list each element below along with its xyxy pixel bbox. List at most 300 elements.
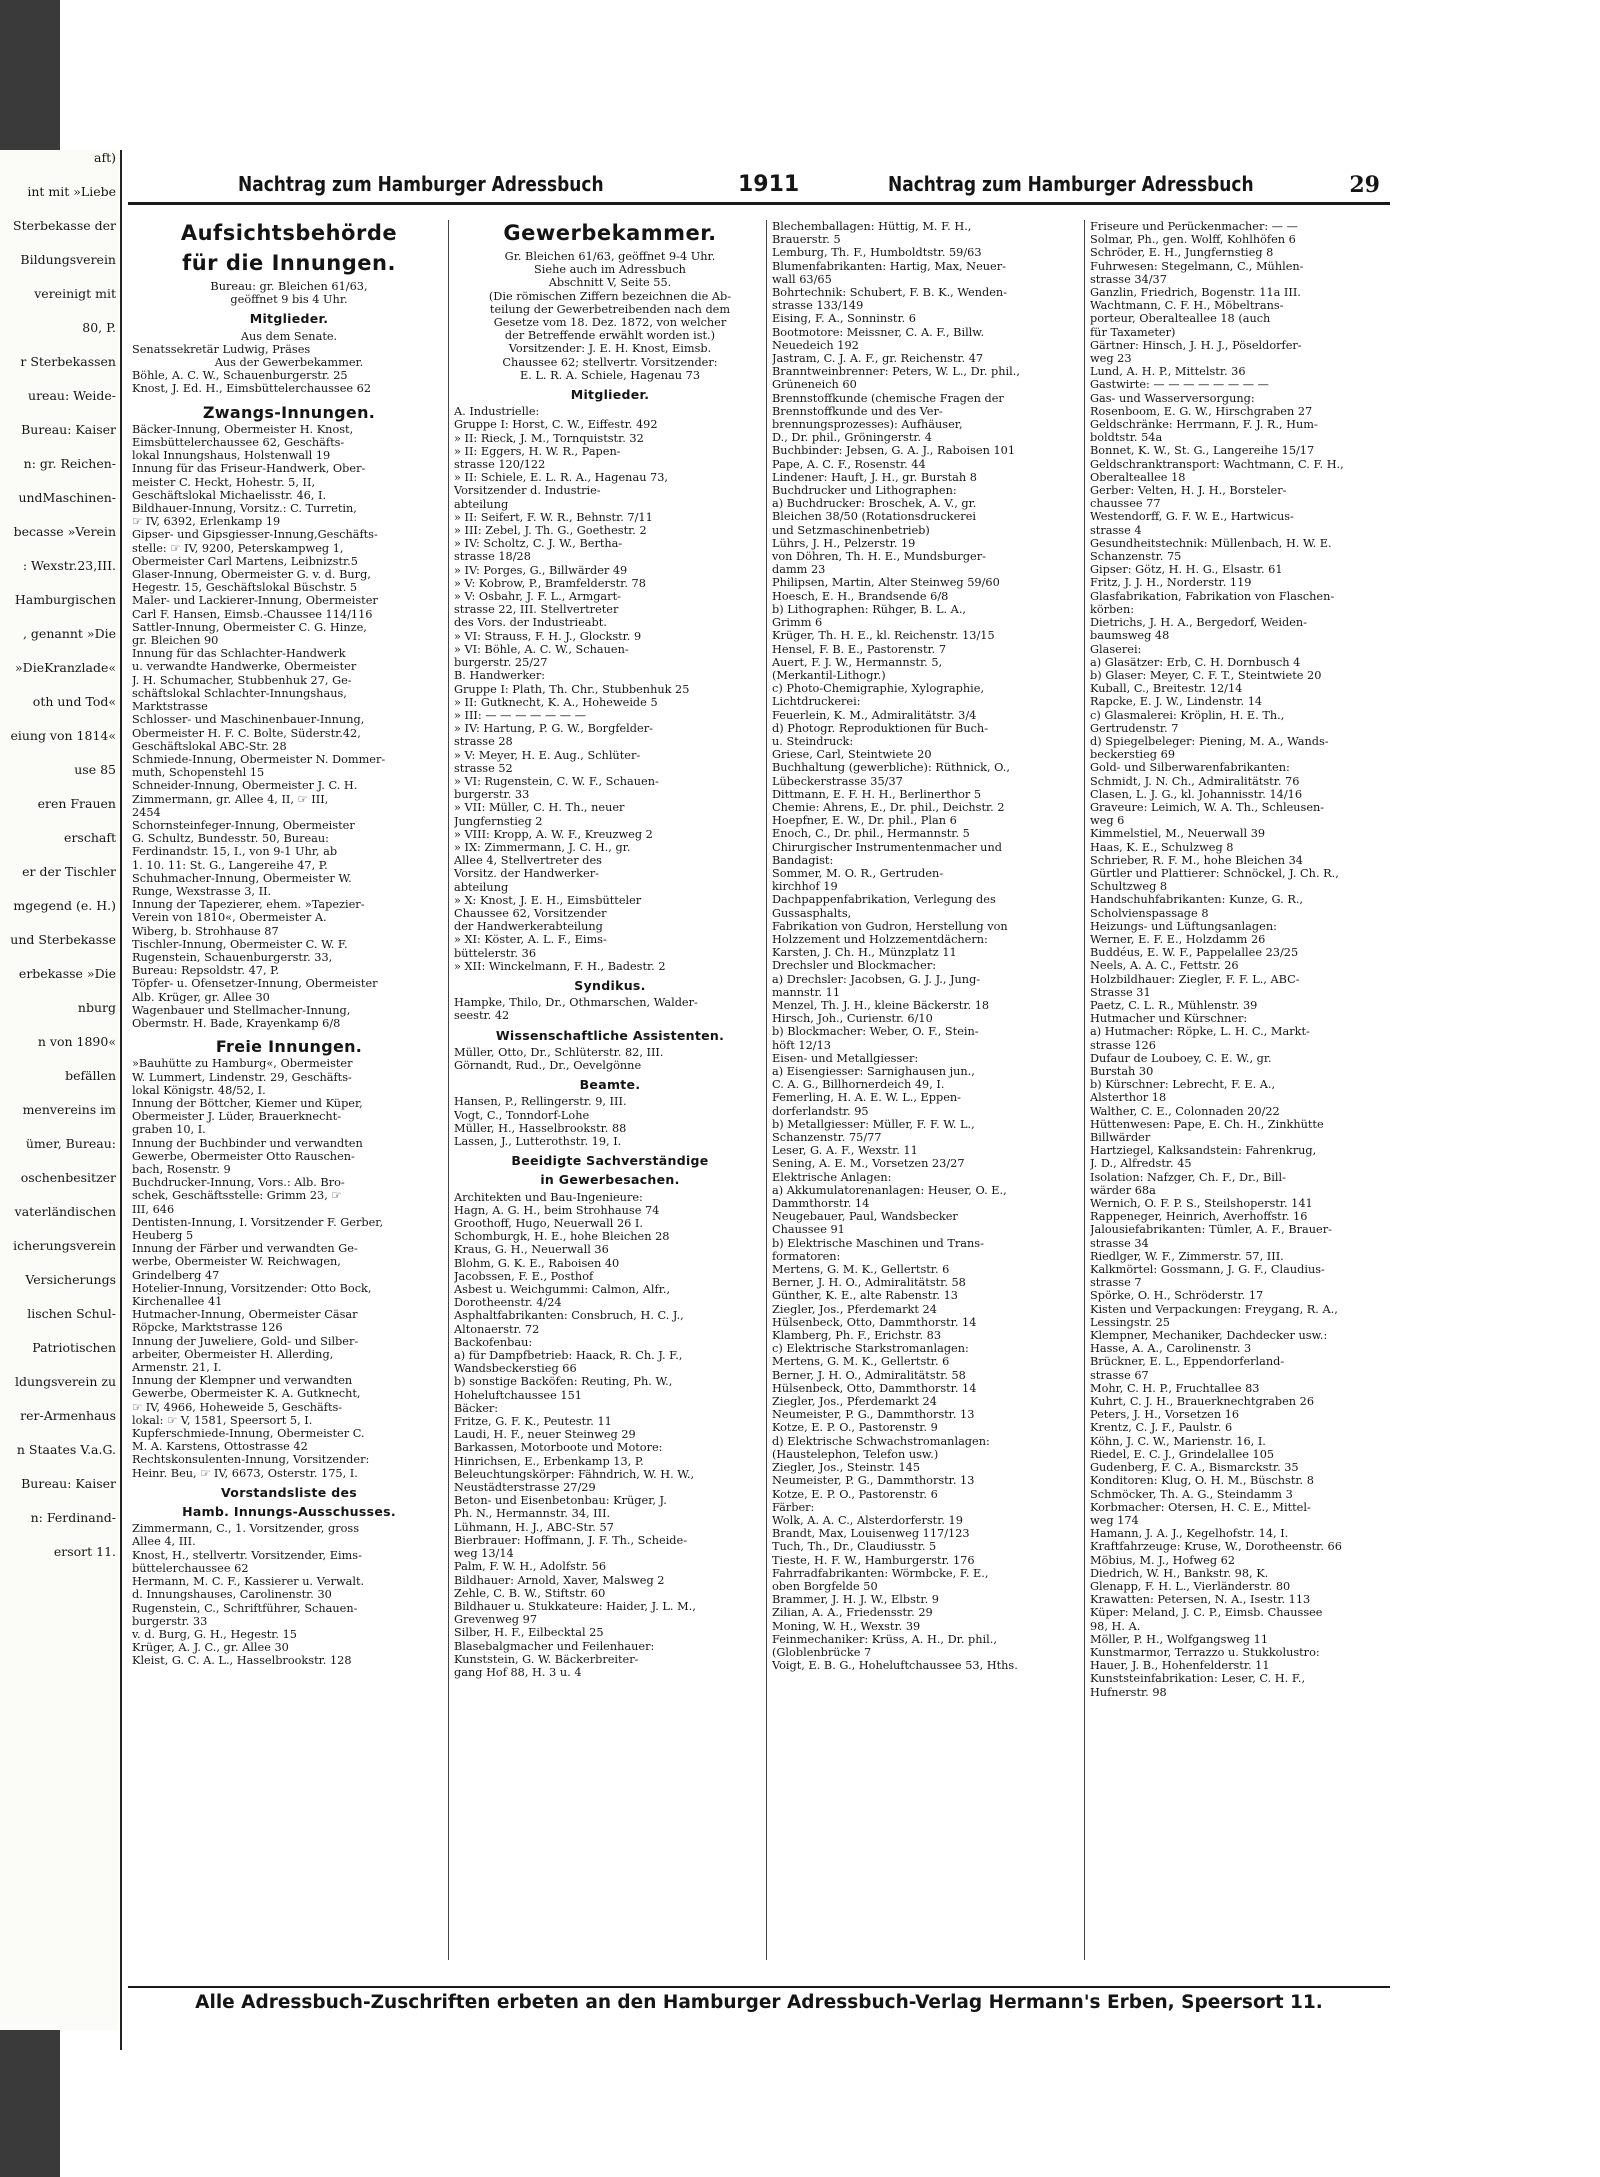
text-line: Bildhauer u. Stukkateure: Haider, J. L. M.,	[454, 1599, 696, 1613]
text-line: Hauer, J. B., Hohenfelderstr. 11	[1090, 1659, 1270, 1673]
text-line: Menzel, Th. J. H., kleine Bäckerstr. 18	[772, 998, 990, 1012]
text-line: b) Glaser: Meyer, C. F. T., Steintwiete 20	[1090, 668, 1322, 682]
text-line: Strasse 31	[1090, 985, 1151, 999]
text-line: Wagenbauer und Stellmacher-Innung,	[132, 1003, 351, 1017]
text-line: wärder 68a	[1090, 1183, 1156, 1197]
text-line: gr. Bleichen 90	[132, 634, 219, 648]
freie-heading: Freie Innungen.	[215, 1037, 363, 1057]
header-left-title: Nachtrag zum Hamburger Adressbuch	[238, 172, 604, 196]
column-4	[1084, 220, 1390, 1960]
text-line: Vogt, C., Tonndorf-Lohe	[454, 1108, 590, 1122]
text-line: Kimmelstiel, M., Neuerwall 39	[1090, 827, 1266, 841]
text-line: wall 63/65	[772, 272, 832, 286]
text-line: Kraftfahrzeuge: Kruse, W., Dorotheenstr. 66	[1090, 1540, 1342, 1554]
page-header	[128, 168, 1390, 205]
text-line: » II: Seifert, F. W. R., Behnstr. 7/11	[454, 510, 653, 524]
text-line: » V: Meyer, H. E. Aug., Schlüter-	[454, 748, 641, 762]
text-line: » III: Zebel, J. Th. G., Goethestr. 2	[454, 524, 647, 538]
strip-line: Hamburgischen	[14, 592, 116, 607]
text-line: Rosenboom, E. G. W., Hirschgraben 27	[1090, 404, 1313, 418]
text-line: Mertens, G. M. K., Gellertstr. 6	[772, 1263, 950, 1277]
text-line: » IV: Hartung, P. G. W., Borgfelder-	[454, 722, 653, 736]
text-line: für Taxameter)	[1090, 325, 1176, 339]
strip-line: aft)	[94, 150, 116, 165]
text-line: Ganzlin, Friedrich, Bogenstr. 11a III.	[1090, 286, 1301, 300]
text-line: ☞ IV, 4966, Hoheweide 5, Geschäfts-	[132, 1400, 343, 1414]
zwangs-list	[132, 423, 446, 1030]
text-line: Schuhmacher-Innung, Obermeister W.	[132, 871, 352, 885]
text-line: Dentisten-Innung, I. Vorsitzender F. Gerber,	[132, 1215, 384, 1229]
text-line: Brennstoffkunde (chemische Fragen der	[772, 391, 1004, 405]
text-line: Pape, A. C. F., Rosenstr. 44	[772, 457, 926, 471]
text-line: c) Photo-Chemigraphie, Xylographie,	[772, 682, 985, 696]
text-line: Hüttenwesen: Pape, E. Ch. H., Zinkhütte	[1090, 1117, 1324, 1131]
strip-line: »DieKranzlade«	[15, 660, 116, 675]
text-line: c) Elektrische Starkstromanlagen:	[772, 1342, 969, 1356]
strip-line: mgegend (e. H.)	[13, 898, 116, 913]
text-line: Grüneneich 60	[772, 378, 857, 392]
text-line: Auert, F. J. W., Hermannstr. 5,	[772, 655, 943, 669]
text-line: Geldschranktransport: Wachtmann, C. F. H.,	[1090, 457, 1344, 471]
text-line: Tuch, Th., Dr., Claudiusstr. 5	[772, 1540, 937, 1554]
text-line: 98, H. A.	[1090, 1619, 1141, 1633]
text-line: Kunstmarmor, Terrazzo u. Stukkolustro:	[1090, 1645, 1320, 1659]
text-line: lokal Innungshaus, Holstenwall 19	[132, 449, 331, 463]
text-line: Lühmann, H. J., ABC-Str. 57	[454, 1520, 614, 1534]
text-line: der Betreffende erwählt worden ist.)	[504, 329, 716, 343]
text-line: Femerling, H. A. E. W. L., Eppen-	[772, 1091, 962, 1105]
beamte-heading: Beamte.	[579, 1077, 641, 1093]
text-line: Küper: Meland, J. C. P., Eimsb. Chaussee	[1090, 1606, 1323, 1620]
text-line: u. verwandte Handwerke, Obermeister	[132, 660, 357, 674]
text-line: Beton- und Eisenbetonbau: Krüger, J.	[454, 1494, 667, 1508]
text-line: Alsterthor 18	[1090, 1091, 1167, 1105]
text-line: weg 6	[1090, 814, 1125, 828]
text-line: Müller, H., Hasselbrookstr. 88	[454, 1121, 627, 1135]
text-line: werbe, Obermeister W. Reichwagen,	[132, 1255, 341, 1269]
strip-line: eiung von 1814«	[10, 728, 116, 743]
text-line: Berner, J. H. O., Admiralitätstr. 58	[772, 1276, 966, 1290]
text-line: Chemie: Ahrens, E., Dr. phil., Deichstr. 2	[772, 800, 1005, 814]
text-line: » XI: Köster, A. L. F., Eims-	[454, 933, 607, 947]
text-line: Görnandt, Rud., Dr., Oevelgönne	[454, 1058, 642, 1072]
text-line: Buddéus, E. W. F., Pappelallee 23/25	[1090, 946, 1299, 960]
text-line: Vorsitzender d. Industrie-	[454, 484, 601, 498]
strip-line: eren Frauen	[37, 796, 116, 811]
text-line: Handschuhfabrikanten: Kunze, G. R.,	[1090, 893, 1304, 907]
text-line: Buchdrucker-Innung, Vors.: Alb. Bro-	[132, 1176, 345, 1190]
text-line: Elektrische Anlagen:	[772, 1170, 892, 1184]
text-line: Schmidt, J. N. Ch., Admiralitätstr. 76	[1090, 774, 1300, 788]
intro-text	[454, 250, 766, 382]
text-line: Heuberg 5	[132, 1229, 194, 1243]
text-line: burgerstr. 33	[132, 1614, 208, 1628]
text-line: Zimmermann, gr. Allee 4, II, ☞ III,	[132, 792, 329, 806]
text-line: Schomburgk, H. E., hohe Bleichen 28	[454, 1230, 670, 1244]
sachverstaendige-list	[454, 1191, 766, 1680]
text-line: Gruppe I: Horst, C. W., Eiffestr. 492	[454, 418, 658, 432]
text-line: Zimmermann, C., 1. Vorsitzender, gross	[132, 1522, 360, 1536]
text-line: Eimsbüttelerchaussee 62, Geschäfts-	[132, 436, 345, 450]
text-line: Klempner, Mechaniker, Dachdecker usw.:	[1090, 1329, 1328, 1343]
text-line: Friseure und Perückenmacher: — —	[1090, 220, 1298, 233]
text-line: Bildhauer-Innung, Vorsitz.: C. Turretin,	[132, 502, 357, 516]
text-line: Armenstr. 21, I.	[132, 1361, 222, 1375]
text-line: Schneider-Innung, Obermeister J. C. H.	[132, 779, 358, 793]
text-line: Dachpappenfabrikation, Verlegung des	[772, 893, 996, 907]
text-line: Sening, A. E. M., Vorsetzen 23/27	[772, 1157, 965, 1171]
text-line: Chaussee 91	[772, 1223, 845, 1237]
text-line: 1. 10. 11: St. G., Langereihe 47, P.	[132, 858, 328, 872]
strip-line: icherungsverein	[13, 1238, 116, 1253]
text-line: büttelerstr. 36	[454, 946, 537, 960]
text-line: abteilung	[454, 880, 509, 894]
text-line: » VI: Rugenstein, C. W. F., Schauen-	[454, 774, 659, 788]
text-line: Lund, A. H. P., Mittelstr. 36	[1090, 365, 1246, 379]
text-line: strasse 34	[1090, 1236, 1149, 1250]
text-line: » II: Schiele, E. L. R. A., Hagenau 73,	[454, 471, 669, 485]
text-line: Hirsch, Joh., Curienstr. 6/10	[772, 1012, 933, 1026]
text-line: Walther, C. E., Colonnaden 20/22	[1090, 1104, 1280, 1118]
strip-line: erbekasse »Die	[18, 966, 116, 981]
text-line: lokal Königstr. 48/52, I.	[132, 1083, 266, 1097]
text-line: Obermeister J. Lüder, Brauerknecht-	[132, 1110, 342, 1124]
text-line: strasse 7	[1090, 1276, 1142, 1290]
text-line: seestr. 42	[454, 1009, 510, 1023]
text-line: Fritz, J. J. H., Norderstr. 119	[1090, 576, 1252, 590]
text-line: beckerstieg 69	[1090, 748, 1176, 762]
text-line: Eising, F. A., Sonninstr. 6	[772, 312, 916, 326]
text-line: Graveure: Leimich, W. A. Th., Schleusen-	[1090, 800, 1325, 814]
text-line: Krüger, Th. H. E., kl. Reichenstr. 13/15	[772, 629, 995, 643]
strip-line: er der Tischler	[22, 864, 116, 879]
text-line: kirchhof 19	[772, 880, 838, 894]
text-line: Möbius, M. J., Hofweg 62	[1090, 1553, 1236, 1567]
zwangs-heading: Zwangs-Innungen.	[202, 402, 376, 422]
text-line: Voigt, E. B. G., Hoheluftchaussee 53, Hths.	[772, 1659, 1018, 1673]
chamber-list	[132, 369, 446, 395]
text-line: Neumeister, P. G., Dammthorstr. 13	[772, 1474, 975, 1488]
text-line: Lührs, J. H., Pelzerstr. 19	[772, 536, 916, 550]
beamte-list	[454, 1095, 766, 1148]
text-line: Chaussee 62; stellvertr. Vorsitzender:	[502, 355, 718, 369]
text-line: strasse 22, III. Stellvertreter	[454, 603, 619, 617]
text-line: Jalousiefabrikanten: Tümler, A. F., Brauer-	[1090, 1223, 1332, 1237]
text-line: schek, Geschäftsstelle: Grimm 23, ☞	[132, 1189, 342, 1203]
text-line: und Setzmaschinenbetrieb)	[772, 523, 930, 537]
text-line: Bohrtechnik: Schubert, F. B. K., Wenden-	[772, 286, 1008, 300]
text-line: Hagn, A. G. H., beim Strohhause 74	[454, 1203, 660, 1217]
text-line: chaussee 77	[1090, 497, 1161, 511]
strip-line: Patriotischen	[32, 1340, 116, 1355]
text-line: Silber, H. F., Eilbecktal 25	[454, 1626, 604, 1640]
text-line: von Döhren, Th. H. E., Mundsburger-	[772, 550, 986, 564]
text-line: strasse 67	[1090, 1368, 1149, 1382]
text-line: Hutmacher-Innung, Obermeister Cäsar	[132, 1308, 358, 1322]
text-line: Hülsenbeck, Otto, Dammthorstr. 14	[772, 1315, 977, 1329]
text-line: Hoepfner, E. W., Dr. phil., Plan 6	[772, 814, 957, 828]
strip-line: n Staates V.a.G.	[16, 1442, 116, 1457]
strip-line: erschaft	[64, 830, 116, 845]
text-line: Mohr, C. H. P., Fruchtallee 83	[1090, 1381, 1260, 1395]
text-line: stelle: ☞ IV, 9200, Peterskampweg 1,	[132, 541, 344, 555]
text-line: damm 23	[772, 563, 826, 577]
text-line: Möller, P. H., Wolfgangsweg 11	[1090, 1632, 1269, 1646]
text-line: Kotze, E. P. O., Pastorenstr. 6	[772, 1487, 938, 1501]
strip-line: n: gr. Reichen-	[23, 456, 116, 471]
text-line: v. d. Burg, G. H., Hegestr. 15	[132, 1627, 297, 1641]
text-line: (Merkantil-Lithogr.)	[772, 668, 886, 682]
vorstand-heading: Vorstandsliste des	[221, 1484, 357, 1500]
text-line: Brückner, E. L., Eppendorferland-	[1090, 1355, 1285, 1369]
text-line: Carl F. Hansen, Eimsb.-Chaussee 114/116	[132, 607, 373, 621]
text-line: Architekten und Bau-Ingenieure:	[454, 1190, 643, 1204]
text-line: Chirurgischer Instrumentenmacher und	[772, 840, 1002, 854]
text-line: strasse 133/149	[772, 299, 864, 313]
column-2	[448, 220, 771, 1960]
header-year: 1911	[738, 172, 800, 197]
text-line: Kalkmörtel: Gossmann, J. G. F., Claudius-	[1090, 1263, 1325, 1277]
text-line: Dufaur de Louboey, C. E. W., gr.	[1090, 1051, 1272, 1065]
text-line: Schmöcker, Th. A. G., Steindamm 3	[1090, 1487, 1293, 1501]
text-line: » IX: Zimmermann, J. C. H., gr.	[454, 840, 631, 854]
text-line: Runge, Wexstrasse 3, II.	[132, 884, 272, 898]
strip-line: oth und Tod«	[32, 694, 116, 709]
text-line: Innung der Klempner und verwandten	[132, 1374, 353, 1388]
text-line: brennungsprozesses): Aufhäuser,	[772, 418, 963, 432]
text-line: strasse 52	[454, 761, 513, 775]
text-line: Wolk, A. A. C., Alsterdorferstr. 19	[772, 1513, 963, 1527]
strip-line: int mit »Liebe	[27, 184, 116, 199]
text-line: der Handwerkerabteilung	[454, 920, 603, 934]
document-page	[128, 158, 1390, 2038]
text-line: Lübeckerstrasse 35/37	[772, 774, 903, 788]
text-line: Geldschränke: Herrmann, F. J. R., Hum-	[1090, 418, 1318, 432]
text-line: Kunststeinfabrikation: Leser, C. H. F.,	[1090, 1672, 1306, 1686]
text-line: Philipsen, Martin, Alter Steinweg 59/60	[772, 576, 1000, 590]
text-line: Jacobssen, F. E., Posthof	[454, 1269, 594, 1283]
text-line: Glasfabrikation, Fabrikation von Flaschen-	[1090, 589, 1335, 603]
text-line: baumsweg 48	[1090, 629, 1170, 643]
text-line: G. Schultz, Bundesstr. 50, Bureau:	[132, 832, 329, 846]
text-line: Clasen, L. J. G., kl. Johannisstr. 14/16	[1090, 787, 1303, 801]
strip-line: : Wexstr.23,III.	[22, 558, 116, 573]
text-line: Alb. Krüger, gr. Allee 30	[132, 990, 270, 1004]
text-line: Kuball, C., Breitestr. 12/14	[1090, 682, 1243, 696]
text-line: Bleichen 38/50 (Rotationsdruckerei	[772, 510, 976, 524]
text-line: Lichtdruckerei:	[772, 695, 861, 709]
text-line: Hansen, P., Rellingerstr. 9, III.	[454, 1095, 627, 1109]
text-line: Lemburg, Th. F., Humboldtstr. 59/63	[772, 246, 982, 260]
text-line: weg 13/14	[454, 1547, 514, 1561]
text-line: Altonaerstr. 72	[454, 1322, 540, 1336]
text-line: III, 646	[132, 1202, 175, 1216]
strip-line: vaterländischen	[14, 1204, 116, 1219]
craft-list	[454, 669, 766, 973]
text-line: Günther, K. E., alte Rabenstr. 13	[772, 1289, 958, 1303]
text-line: b) Lithographen: Rühger, B. L. A.,	[772, 602, 967, 616]
text-line: Kupferschmiede-Innung, Obermeister C.	[132, 1427, 365, 1441]
text-line: C. A. G., Billhornerdeich 49, I.	[772, 1078, 945, 1092]
strip-line: Bureau: Kaiser	[21, 1476, 116, 1491]
text-line: Gesundheitstechnik: Müllenbach, H. W. E.	[1090, 536, 1332, 550]
text-line: Holzzement und Holzzementdächern:	[772, 932, 988, 946]
column-rule	[120, 150, 122, 2050]
text-line: Innung der Tapezierer, ehem. »Tapezier-	[132, 898, 365, 912]
members-heading: Mitglieder.	[570, 387, 650, 403]
strip-line: vereinigt mit	[34, 286, 116, 301]
text-line: oben Borgfelde 50	[772, 1579, 878, 1593]
text-line: lokal: ☞ V, 1581, Speersort 5, I.	[132, 1413, 313, 1427]
text-line: Beleuchtungskörper: Fähndrich, W. H. W.,	[454, 1467, 695, 1481]
strip-line: 80, P.	[82, 320, 116, 335]
text-line: Zehle, C. B. W., Stiftstr. 60	[454, 1586, 606, 1600]
text-line: » VII: Müller, C. H. Th., neuer	[454, 801, 625, 815]
text-line: Senatssekretär Ludwig, Präses	[132, 342, 311, 356]
text-line: Oberalteallee 18	[1090, 470, 1186, 484]
text-line: Asphaltfabrikanten: Consbruch, H. C. J.,	[454, 1309, 684, 1323]
text-line: Gertrudenstr. 7	[1090, 721, 1179, 735]
text-line: strasse 34/37	[1090, 272, 1167, 286]
text-line: Rapcke, E. J. W., Lindenstr. 14	[1090, 695, 1263, 709]
text-line: Branntweinbrenner: Peters, W. L., Dr. phil.,	[772, 365, 1020, 379]
text-line: Hermann, M. C. F., Kassierer u. Verwalt.	[132, 1575, 365, 1589]
text-line: Maler- und Lackierer-Innung, Obermeister	[132, 594, 378, 608]
text-line: A. Industrielle:	[454, 405, 540, 419]
text-line: a) Drechsler: Jacobsen, G. J. J., Jung-	[772, 972, 981, 986]
text-line: Peters, J. H., Vorsetzen 16	[1090, 1408, 1240, 1422]
text-line: Lassen, J., Lutterothstr. 19, I.	[454, 1135, 622, 1148]
strip-line: Bureau: Kaiser	[21, 422, 116, 437]
sachverstaendige-heading-line2: in Gewerbesachen.	[540, 1172, 680, 1188]
text-line: Fuhrwesen: Stegelmann, C., Mühlen-	[1090, 259, 1304, 273]
text-line: Haas, K. E., Schulzweg 8	[1090, 840, 1234, 854]
text-line: J. D., Alfredstr. 45	[1090, 1157, 1192, 1171]
text-line: Hensel, F. B. E., Pastorenstr. 7	[772, 642, 947, 656]
text-line: Buchbinder: Jebsen, G. A. J., Raboisen 101	[772, 444, 1016, 458]
strip-line: Sterbekasse der	[13, 218, 116, 233]
text-line: des Vors. der Industrieabt.	[454, 616, 607, 630]
text-line: Bäcker:	[454, 1401, 499, 1415]
text-line: weg 23	[1090, 352, 1132, 366]
text-line: » VIII: Kropp, A. W. F., Kreuzweg 2	[454, 827, 653, 841]
text-line: Hinrichsen, E., Erbenkamp 13, P.	[454, 1454, 644, 1468]
text-line: Eisen- und Metallgiesser:	[772, 1051, 919, 1065]
strip-line: Bildungsverein	[20, 252, 116, 267]
text-line: Rugenstein, Schauenburgerstr. 33,	[132, 950, 333, 964]
text-line: a) Akkumulatorenanlagen: Heuser, O. E.,	[772, 1183, 1007, 1197]
text-line: Verein von 1810«, Obermeister A.	[132, 911, 327, 925]
text-line: Diedrich, W. H., Bankstr. 98, K.	[1090, 1566, 1269, 1580]
chamber-heading: Aus der Gewerbekammer.	[214, 356, 364, 370]
text-line: Groothoff, Hugo, Neuerwall 26 I.	[454, 1217, 643, 1231]
text-line: Wandsbeckerstieg 66	[454, 1362, 577, 1376]
text-line: Marktstrasse	[132, 700, 208, 714]
text-line: Hotelier-Innung, Vorsitzender: Otto Bock,	[132, 1281, 372, 1295]
text-line: Gr. Bleichen 61/63, geöffnet 9-4 Uhr.	[504, 250, 716, 263]
text-line: 2454	[132, 805, 161, 819]
text-line: strasse 28	[454, 735, 513, 749]
text-line: Hampke, Thilo, Dr., Othmarschen, Walder-	[454, 996, 698, 1010]
text-line: » VI: Böhle, A. C. W., Schauen-	[454, 642, 629, 656]
text-line: Brandt, Max, Louisenweg 117/123	[772, 1527, 970, 1541]
strip-line: ldungsverein zu	[14, 1374, 116, 1389]
text-line: Bäcker-Innung, Obermeister H. Knost,	[132, 422, 354, 436]
text-line: »Bauhütte zu Hamburg«, Obermeister	[132, 1057, 353, 1071]
text-line: Ferdinandstr. 15, I., von 9-1 Uhr, ab	[132, 845, 338, 859]
text-line: Karsten, J. Ch. H., Münzplatz 11	[772, 946, 957, 960]
text-line: Obermstr. H. Bade, Krayenkamp 6/8	[132, 1016, 341, 1030]
strip-line: ureau: Weide-	[28, 388, 116, 403]
text-line: » XII: Winckelmann, F. H., Badestr. 2	[454, 959, 666, 973]
text-line: Bureau: gr. Bleichen 61/63,	[210, 280, 368, 293]
text-line: Hartziegel, Kalksandstein: Fahrenkrug,	[1090, 1144, 1317, 1158]
text-line: Töpfer- u. Ofensetzer-Innung, Obermeister	[132, 977, 378, 991]
text-line: höft 12/13	[772, 1038, 831, 1052]
text-line: gang Hof 88, H. 3 u. 4	[454, 1665, 582, 1679]
text-line: Berner, J. H. O., Admiralitätstr. 58	[772, 1368, 966, 1382]
text-line: Enoch, C., Dr. phil., Hermannstr. 5	[772, 827, 970, 841]
text-line: Kraus, G. H., Neuerwall 36	[454, 1243, 609, 1257]
text-line: Kirchenallee 41	[132, 1295, 223, 1309]
text-line: Gürtler und Plattierer: Schnöckel, J. Ch. R.,	[1090, 866, 1339, 880]
text-line: Konditoren: Klug, O. H. M., Büschstr. 8	[1090, 1474, 1314, 1488]
text-line: Palm, F. W. H., Adolfstr. 56	[454, 1560, 607, 1574]
text-line: Bildhauer: Arnold, Xaver, Malsweg 2	[454, 1573, 665, 1587]
text-line: Hülsenbeck, Otto, Dammthorstr. 14	[772, 1381, 977, 1395]
text-line: Drechsler und Blockmacher:	[772, 959, 937, 973]
text-line: Kotze, E. P. O., Pastorenstr. 9	[772, 1421, 938, 1435]
text-line: weg 174	[1090, 1513, 1139, 1527]
text-line: » IV: Scholtz, C. J. W., Bertha-	[454, 537, 623, 551]
text-line: a) Hutmacher: Röpke, L. H. C., Markt-	[1090, 1025, 1310, 1039]
senate-list	[132, 343, 446, 356]
text-line: Paetz, C. L. R., Mühlenstr. 39	[1090, 998, 1258, 1012]
text-line: Chaussee 62, Vorsitzender	[454, 906, 607, 920]
text-line: Moning, W. H., Wexstr. 39	[772, 1619, 921, 1633]
strip-line: lischen Schul-	[27, 1306, 116, 1321]
text-line: a) Buchdrucker: Broschek, A. V., gr.	[772, 497, 977, 511]
assistenten-heading: Wissenschaftliche Assistenten.	[495, 1027, 725, 1043]
text-line: Schornsteinfeger-Innung, Obermeister	[132, 818, 355, 832]
text-line: Westendorff, G. F. W. E., Hartwicus-	[1090, 510, 1294, 524]
strip-line: undMaschinen-	[18, 490, 116, 505]
text-line: Jastram, C. J. A. F., gr. Reichenstr. 47	[772, 352, 984, 366]
text-line: J. H. Schumacher, Stubbenhuk 27, Ge-	[132, 673, 352, 687]
text-line: Billwärder	[1090, 1131, 1151, 1145]
industry-list	[454, 405, 766, 669]
text-line: c) Glasmalerei: Kröplin, H. E. Th.,	[1090, 708, 1285, 722]
text-line: Krüger, A. J. C., gr. Allee 30	[132, 1641, 289, 1655]
syndikus-heading: Syndikus.	[574, 977, 646, 993]
text-line: Obermeister Carl Martens, Leibnizstr.5	[132, 554, 358, 568]
text-line: Neustädterstrasse 27/29	[454, 1481, 596, 1495]
text-line: Tieste, H. F. W., Hamburgerstr. 176	[772, 1553, 975, 1567]
text-line: Backofenbau:	[454, 1335, 533, 1349]
text-line: Neugebauer, Paul, Wandsbecker	[772, 1210, 958, 1224]
text-line: geöffnet 9 bis 4 Uhr.	[230, 293, 348, 307]
text-line: Ziegler, Jos., Steinstr. 145	[772, 1461, 921, 1475]
text-line: Hamann, J. A. J., Kegelhofstr. 14, I.	[1090, 1527, 1289, 1541]
text-line: teilung der Gewerbetreibenden nach dem	[489, 302, 731, 316]
text-line: Innung der Buchbinder und verwandten	[132, 1136, 363, 1150]
text-line: Schlosser- und Maschinenbauer-Innung,	[132, 713, 365, 727]
text-line: » II: Rieck, J. M., Tornquiststr. 32	[454, 431, 644, 445]
strip-line: befällen	[65, 1068, 116, 1083]
text-line: Wachtmann, C. F. H., Möbeltrans-	[1090, 299, 1284, 313]
page-footer: Alle Adressbuch-Zuschriften erbeten an den Hamburger Adressbuch-Verlag Hermann's Erben, Speersort 11.	[128, 1986, 1390, 2020]
vorstand-heading-line2: Hamb. Innungs-Ausschusses.	[182, 1504, 396, 1520]
